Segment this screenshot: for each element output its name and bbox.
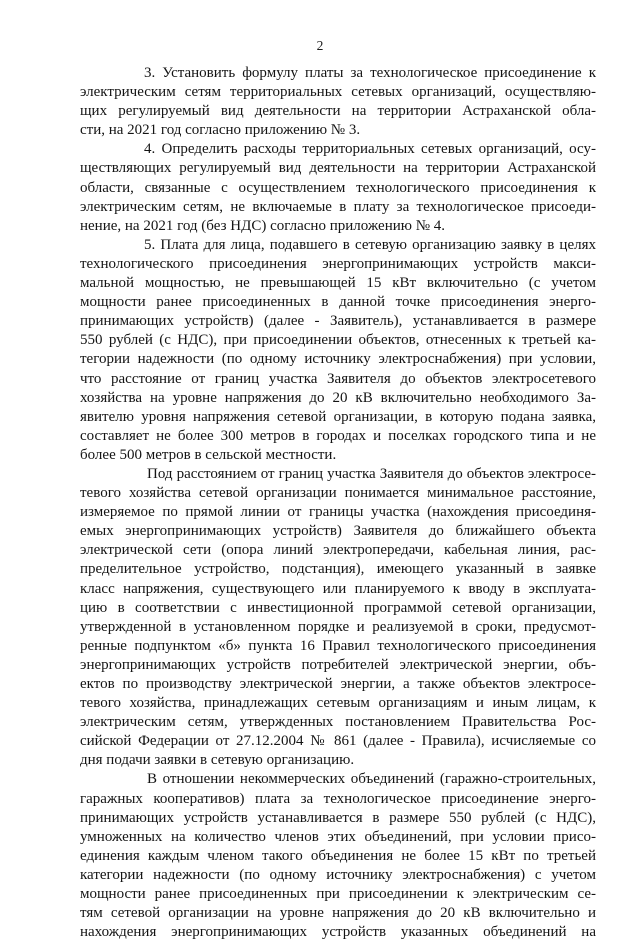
- text-line: тегории надежности (по одному источнику электроснабжения) при условии,: [80, 351, 596, 368]
- page-number: 2: [316, 38, 324, 53]
- paragraph: [80, 465, 596, 771]
- text-line: сийской Федерации от 27.12.2004 № 861 (далее - Правила), исчисляемые со: [80, 733, 596, 750]
- text-line: мальной мощностью, не превышающей 15 кВт включительно (с учетом: [80, 275, 596, 292]
- text-line: мощности ранее присоединенных при присоединении к электрическим се-: [80, 886, 596, 903]
- text-line: электрическим сетям территориальных сетевых организаций, осуществляю-: [80, 84, 596, 101]
- text-line: ществляющих регулируемый вид деятельности на территории Астраханской: [80, 160, 596, 177]
- text-line: принимающих устройств) (далее - Заявитель), устанавливается в размере: [80, 313, 596, 330]
- text-line: 550 рублей (с НДС), при присоединении объектов, отнесенных к третьей ка-: [80, 332, 596, 349]
- text-line: 4. Определить расходы территориальных сетевых организаций, осу-: [144, 141, 596, 158]
- text-line: электрической сети (опора линий электропередачи, кабельная линия, рас-: [80, 542, 596, 559]
- text-line: мощности ранее присоединенных в данной точке присоединения энерго-: [80, 294, 596, 311]
- text-line: составляет не более 300 метров в городах и поселках городского типа и не: [80, 427, 596, 444]
- text-line: пределительное устройство, подстанция), имеющего указанный в заявке: [80, 561, 596, 578]
- text-line: тям сетевой организации на уровне напряжения до 20 кВ включительно и: [80, 905, 596, 922]
- text-line: энергопринимающих устройств потребителей электрической энергии, объ-: [80, 656, 596, 673]
- text-line: электрическим сетям, утвержденных постановлением Правительства Рос-: [80, 714, 596, 731]
- text-line: ренные подпунктом «б» пункта 16 Правил технологического присоединения: [80, 637, 596, 654]
- text-line: технологического присоединения энергопринимающих устройств макси-: [80, 255, 596, 272]
- text-line: гаражных кооперативов) плата за технологическое присоединение энерго-: [80, 790, 596, 807]
- text-line: емых энергопринимающих устройств) Заявителя до ближайшего объекта: [80, 523, 596, 540]
- text-line: Под расстоянием от границ участка Заявителя до объектов электросе-: [147, 465, 596, 482]
- paragraph: [80, 770, 596, 942]
- paragraph: [80, 236, 596, 465]
- paragraph: [80, 64, 596, 140]
- text-line: тевого хозяйства, принадлежащих сетевым организациям и иным лицам, к: [80, 695, 596, 712]
- document-body: [80, 64, 596, 942]
- text-line: принимающих устройств устанавливается в размере 550 рублей (с НДС),: [80, 809, 596, 826]
- text-line: тевого хозяйства сетевой организации понимается минимальное расстояние,: [80, 485, 596, 502]
- text-line: электрическим сетям, не включаемые в плату за технологическое присоеди-: [80, 198, 596, 215]
- text-line: дня подачи заявки в сетевую организацию.: [80, 752, 355, 769]
- text-line: единения каждым членом такого объединения не более 15 кВт по третьей: [80, 847, 596, 864]
- text-line: сти, на 2021 год согласно приложению № 3.: [80, 122, 361, 139]
- text-line: более 500 метров в сельской местности.: [80, 446, 337, 463]
- text-line: что расстояние от границ участка Заявителя до объектов электросетевого: [80, 370, 596, 387]
- text-line: В отношении некоммерческих объединений (гаражно-строительных,: [147, 771, 596, 788]
- text-line: цию в соответствии с инвестиционной программой сетевой организации,: [80, 599, 596, 616]
- paragraph: [80, 140, 596, 235]
- text-line: щих регулируемый вид деятельности на территории Астраханской обла-: [80, 103, 596, 120]
- text-line: измеряемое по прямой линии от границы участка (нахождения присоединя-: [80, 504, 596, 521]
- text-line: нение, на 2021 год (без НДС) согласно приложению № 4.: [80, 217, 446, 234]
- text-line: категории надежности (по одному источнику электроснабжения) с учетом: [80, 866, 596, 883]
- text-line: умноженных на количество членов этих объединений, при условии присо-: [80, 828, 596, 845]
- text-line: хозяйства на уровне напряжения до 20 кВ включительно необходимого За-: [80, 389, 596, 406]
- text-line: утвержденной в установленном порядке и реализуемой в сроки, предусмот-: [80, 618, 596, 635]
- text-line: 5. Плата для лица, подавшего в сетевую организацию заявку в целях: [144, 236, 596, 253]
- text-line: 3. Установить формулу платы за технологическое присоединение к: [144, 65, 596, 81]
- text-line: нахождения энергопринимающих устройств указанных объединений на: [80, 924, 596, 941]
- text-line: явителю уровня напряжения сетевой организации, в которую подана заявка,: [80, 408, 596, 425]
- text-line: класс напряжения, существующего или планируемого к вводу в эксплуата-: [80, 580, 596, 597]
- text-line: области, связанные с осуществлением технологического присоединения к: [80, 179, 596, 196]
- text-line: ектов по производству электрической энергии, а также объектов электросе-: [80, 676, 596, 692]
